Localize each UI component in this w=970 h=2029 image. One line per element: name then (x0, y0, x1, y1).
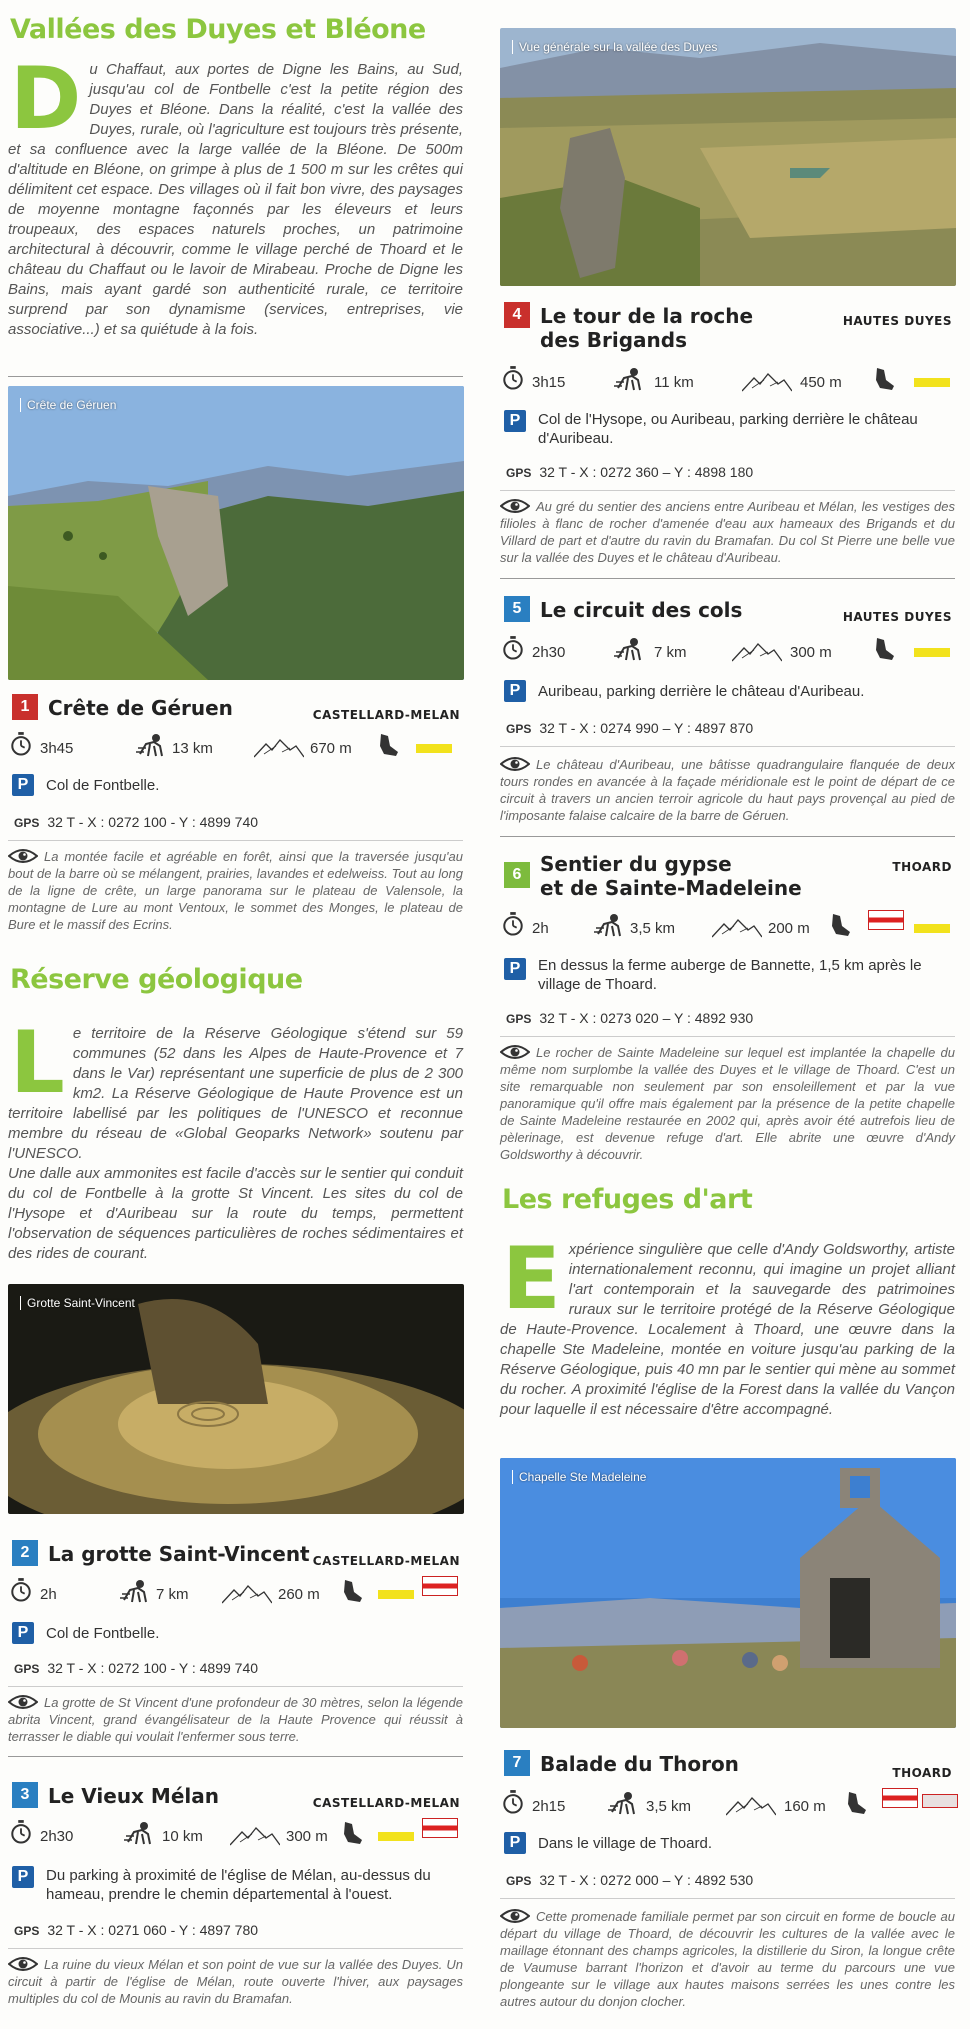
trail-gps: GPS 32 T - X : 0272 000 – Y : 4892 530 (506, 1872, 754, 1888)
trail-duration: 2h30 (532, 644, 566, 661)
trail-duration: 2h30 (40, 1828, 74, 1845)
difficulty-red-white (922, 1794, 958, 1808)
trail-number: 2 (12, 1540, 38, 1566)
trail-parking: Auribeau, parking derrière le château d'Auribeau. (538, 683, 865, 700)
difficulty-yellow (378, 1832, 414, 1841)
trail-gps: GPS 32 T - X : 0274 990 – Y : 4897 870 (506, 720, 754, 736)
trail-duration: 3h15 (532, 374, 566, 391)
hiker-icon (604, 1790, 638, 1816)
trail-elevation: 300 m (286, 1828, 328, 1845)
trail-area: CASTELLARD-MELAN (312, 1554, 460, 1568)
trail-title: La grotte Saint-Vincent (48, 1542, 310, 1566)
mountain-icon (732, 642, 782, 662)
parking-icon: P (12, 774, 34, 796)
trail-description: Au gré du sentier des anciens entre Auribeau et Mélan, les vestiges des filioles à flanc de rocher d'amenée d'eau aux hameaux des Brigands et du Villard de part et d'autre du ravin du Bramafan. Du col St Pierre une belle vue sur la vallée des Duyes et le château d'Auribeau. (500, 499, 955, 565)
trail-parking: Col de Fontbelle. (46, 1625, 160, 1642)
trail-title: Le Vieux Mélan (48, 1784, 219, 1808)
trail-elevation: 200 m (768, 920, 810, 937)
trail-parking: Dans le village de Thoard. (538, 1835, 712, 1852)
boot-icon (874, 366, 896, 392)
trail-elevation: 300 m (790, 644, 832, 661)
trail-duration: 2h (532, 920, 549, 937)
photo-caption: Vue générale sur la vallée des Duyes (512, 40, 717, 54)
trail-title: Le tour de la roche (540, 304, 754, 328)
trail-stats (8, 1818, 464, 1848)
boot-icon (874, 636, 896, 662)
stopwatch-icon (10, 1820, 32, 1844)
trail-number: 1 (12, 694, 38, 720)
trail-gps: GPS 32 T - X : 0272 360 – Y : 4898 180 (506, 464, 754, 480)
eye-icon (500, 1908, 530, 1924)
trail-number: 3 (12, 1782, 38, 1808)
trail-distance: 7 km (654, 644, 687, 661)
trail-gps: GPS 32 T - X : 0273 020 – Y : 4892 930 (506, 1010, 754, 1026)
trail-stats (500, 910, 956, 940)
photo-vallee-des-duyes (500, 28, 956, 286)
photo-grotte-saint-vincent (8, 1284, 464, 1514)
section-title-reserve: Réserve géologique (10, 964, 303, 995)
photo-chapelle-ste-madeleine (500, 1458, 956, 1728)
trail-description: Cette promenade familiale permet par son circuit en forme de boucle au départ du village de Thoard, de découvrir les cultures de la vallée avec le maillage étonnant des champs agricoles, la distillerie du Siron, la longue crête de Vaumuse barrant l'horizon et d'avoir au terme du parcours une vue plongeante sur le village aux hautes maisons serrées les unes contre les autres autour du donjon clocher. (500, 1909, 955, 2009)
trail-number: 4 (504, 302, 530, 328)
boot-icon (342, 1578, 364, 1604)
eye-icon (8, 848, 38, 864)
trail-gps: GPS 32 T - X : 0272 100 - Y : 4899 740 (14, 814, 259, 830)
trail-number: 6 (504, 862, 530, 888)
dropcap: E (502, 1229, 561, 1329)
parking-icon: P (504, 958, 526, 980)
trail-elevation: 260 m (278, 1586, 320, 1603)
trail-description: La grotte de St Vincent d'une profondeur de 30 mètres, selon la légende abrita Vincent, grand évangélisateur de la Haute Provence qui réussit à terrasser le diable qui voulait l'enfermer sous terre. (8, 1695, 463, 1744)
hiker-icon (120, 1820, 154, 1846)
refuges-intro: Expérience singulière que celle d'Andy Goldsworthy, artiste internationalement reconnu, qui imagine un projet alliant l'art contemporain et la sauvegarde des patrimoines ruraux sur le territoire protégé de la Réserve Géologique de Haute-Provence. Localement à Thoard, une œuvre dans la chapelle Ste Madeleine, montée en voiture jusqu'au parking de la Réserve Géologique, puis 40 mn par le sentier qui mène au sommet du rocher. A proximité l'église de la Forest dans la vallée du Vançon pour laquelle il est nécessaire d'être accompagné. (500, 1229, 955, 1418)
hiker-icon (610, 366, 644, 392)
divider (8, 1756, 463, 1757)
section-title-valley: Vallées des Duyes et Bléone (10, 14, 426, 45)
trail-card (500, 852, 956, 906)
trail-parking: Col de l'Hysope, ou Auribeau, parking derrière le château d'Auribeau. (538, 411, 918, 447)
parking-icon: P (12, 1866, 34, 1888)
photo-caption: Grotte Saint-Vincent (20, 1296, 135, 1310)
mountain-icon (712, 918, 762, 938)
trail-description: Le château d'Auribeau, une bâtisse quadrangulaire flanquée de deux tours rondes en avancée à la façade méridionale est le point de départ de ce circuit à travers un ancien terroir agricole du haut pays provençal au pied de l'imposante falaise calcaire de la barre de Géruen. (500, 757, 955, 823)
difficulty-yellow (914, 924, 950, 933)
trail-number: 7 (504, 1750, 530, 1776)
divider (8, 840, 463, 841)
trail-area: HAUTES DUYES (842, 314, 952, 328)
divider (500, 578, 955, 579)
section-title-refuges: Les refuges d'art (502, 1184, 753, 1215)
mountain-icon (726, 1796, 776, 1816)
trail-description: La ruine du vieux Mélan et son point de vue sur la vallée des Duyes. Un circuit à partir de l'église de Mélan, route ouverte l'hiver, aux paysages multiples du col de Mounis au ravin du Bramafan. (8, 1957, 463, 2006)
eye-icon (500, 756, 530, 772)
difficulty-yellow (416, 744, 452, 753)
trail-stats (500, 1788, 956, 1818)
divider (500, 746, 955, 747)
trail-distance: 13 km (172, 740, 213, 757)
divider (8, 1686, 463, 1687)
trail-description: Le rocher de Sainte Madeleine sur lequel est implantée la chapelle du même nom surplombe la vallée des Duyes et le village de Thoard. C'est un site remarquable non seulement par son ensoleillement et par la vue panoramique qu'il offre mais également par la présence de la petite chapelle de Sainte Madeleine restaurée en 2002 qui, après avoir été autrefois lieu de pèlerinage, est devenue refuge d'art. Elle abrite une œuvre d'Andy Goldsworthy à découvrir. (500, 1045, 955, 1162)
trail-parking: Du parking à proximité de l'église de Mélan, au-dessus du hameau, prendre le chemin départemental à l'ouest. (46, 1867, 431, 1903)
divider (500, 1036, 955, 1037)
trail-stats (8, 730, 464, 760)
divider (500, 1898, 955, 1899)
trail-area: HAUTES DUYES (842, 610, 952, 624)
trail-duration: 3h45 (40, 740, 74, 757)
photo-caption: Crête de Géruen (20, 398, 116, 412)
trail-elevation: 450 m (800, 374, 842, 391)
boot-icon (342, 1820, 364, 1846)
hiker-icon (116, 1578, 150, 1604)
trail-area: THOARD (892, 860, 952, 874)
stopwatch-icon (502, 636, 524, 660)
dropcap: L (10, 1013, 65, 1113)
trail-distance: 10 km (162, 1828, 203, 1845)
trail-gps: GPS 32 T - X : 0272 100 - Y : 4899 740 (14, 1660, 259, 1676)
hiker-icon (132, 732, 166, 758)
stopwatch-icon (502, 1790, 524, 1814)
trail-distance: 3,5 km (630, 920, 676, 937)
boot-icon (830, 912, 852, 938)
trail-title: et de Sainte-Madeleine (540, 876, 802, 900)
valley-intro: Du Chaffaut, aux portes de Digne les Bains, au Sud, jusqu'au col de Fontbelle c'est la petite région des Duyes et Bléone. Dans la réalité, c'est la vallée des Duyes, rurale, où l'agriculture est toujours très présente, et sa confluence avec la large vallée de la Bléone. De 500m d'altitude en Bléone, on grimpe à plus de 1 500 m sur les crêtes qui délimitent cet espace. Des villages où il fait bon vivre, des paysages de moyenne montagne façonnés par les éleveurs et leurs troupeaux, des espaces naturels proches, un patrimoine architectural à découvrir, comme le village perché de Thoard et le château du Chaffaut ou le lavoir de Mirabeau. Proche de Digne les Bains, mais ayant gardé son authenticité rurale, ce territoire surprend par son dynamisme (services, entreprises, vie associative...) et sa quiétude à la fois. (8, 49, 463, 338)
trail-duration: 2h15 (532, 1798, 566, 1815)
trail-distance: 3,5 km (646, 1798, 692, 1815)
trail-parking: En dessus la ferme auberge de Bannette, 1,5 km après le village de Thoard. (538, 957, 922, 993)
mountain-icon (254, 738, 304, 758)
parking-icon: P (504, 410, 526, 432)
eye-icon (500, 498, 530, 514)
difficulty-yellow (914, 648, 950, 657)
trail-distance: 11 km (654, 374, 694, 391)
trail-area: CASTELLARD-MELAN (312, 708, 460, 722)
trail-stats (500, 634, 956, 664)
mountain-icon (742, 372, 792, 392)
parking-icon: P (504, 680, 526, 702)
eye-icon (8, 1956, 38, 1972)
difficulty-red-white (422, 1818, 458, 1838)
trail-gps: GPS 32 T - X : 0271 060 - Y : 4897 780 (14, 1922, 259, 1938)
mountain-icon (230, 1826, 280, 1846)
divider (8, 1948, 463, 1949)
trail-area: THOARD (892, 1766, 952, 1780)
photo-caption: Chapelle Ste Madeleine (512, 1470, 646, 1484)
trail-title: Sentier du gypse (540, 852, 732, 876)
trail-title: Balade du Thoron (540, 1752, 739, 1776)
stopwatch-icon (502, 366, 524, 390)
divider (500, 490, 955, 491)
boot-icon (378, 732, 400, 758)
trail-distance: 7 km (156, 1586, 189, 1603)
parking-icon: P (12, 1622, 34, 1644)
eye-icon (8, 1694, 38, 1710)
stopwatch-icon (502, 912, 524, 936)
trail-title: des Brigands (540, 328, 687, 352)
difficulty-yellow (914, 378, 950, 387)
trail-stats (8, 1576, 464, 1606)
divider (8, 376, 463, 377)
trail-title: Le circuit des cols (540, 598, 743, 622)
photo-crete-de-geruen (8, 386, 464, 680)
stopwatch-icon (10, 732, 32, 756)
boot-icon (846, 1790, 868, 1816)
eye-icon (500, 1044, 530, 1060)
hiker-icon (590, 912, 624, 938)
trail-area: CASTELLARD-MELAN (312, 1796, 460, 1810)
divider (500, 836, 955, 837)
mountain-icon (222, 1584, 272, 1604)
trail-stats (500, 364, 956, 394)
difficulty-yellow (378, 1590, 414, 1599)
trail-elevation: 160 m (784, 1798, 826, 1815)
trail-parking: Col de Fontbelle. (46, 777, 160, 794)
parking-icon: P (504, 1832, 526, 1854)
hiker-icon (610, 636, 644, 662)
difficulty-red-white (868, 910, 904, 930)
trail-description: La montée facile et agréable en forêt, ainsi que la traversée jusqu'au bout de la barre où se mélangent, prairies, lavandes et edelweiss. Tout au long de la ligne de crête, un large panorama sur le plateau de Valensole, la montagne de Lure au mont Ventoux, le sommet des Monges, le plateau de Bure et le massif des Ecrins. (8, 849, 463, 932)
stopwatch-icon (10, 1578, 32, 1602)
trail-elevation: 670 m (310, 740, 352, 757)
dropcap: D (10, 49, 82, 149)
trail-duration: 2h (40, 1586, 57, 1603)
difficulty-red-white (422, 1576, 458, 1596)
trail-title: Crête de Géruen (48, 696, 233, 720)
trail-number: 5 (504, 596, 530, 622)
reserve-intro: Le territoire de la Réserve Géologique s'étend sur 59 communes (52 dans les Alpes de Haute-Provence et 7 dans le Var) représentant une superficie de plus de 2 300 km2. La Réserve Géologique de Haute Provence est un territoire labellisé par les politiques de l'UNESCO et reconnue membre du réseau de «Global Geoparks Network» soutenu par l'UNESCO. Une dalle aux ammonites est facile d'accès sur le sentier qui conduit du col de Fontbelle à la grotte St Vincent. Les sites du col de l'Hysope et d'Auribeau sur la route du temps, permettent l'observation de séquences particulières de roches sédimentaires et des rides de courant. (8, 1013, 463, 1262)
difficulty-red-white (882, 1788, 918, 1808)
trail-card (500, 302, 956, 356)
